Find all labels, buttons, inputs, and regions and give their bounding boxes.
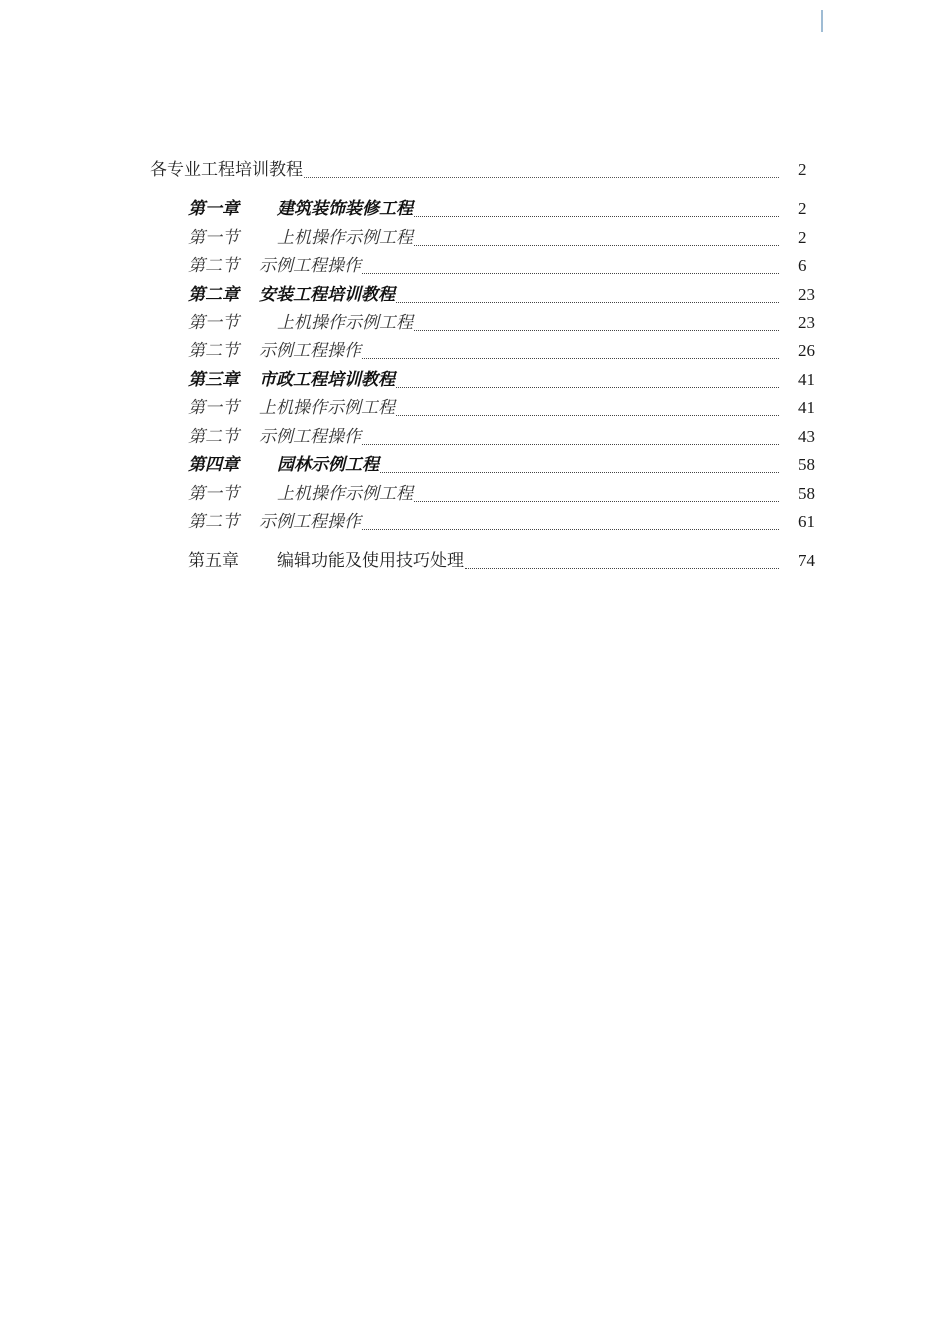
toc-page-number: 2 (798, 160, 807, 179)
toc-entry-number: 第二节 (188, 341, 239, 361)
toc-entry-title: 建筑装饰装修工程 (277, 199, 413, 219)
toc-entry-title: 上机操作示例工程 (259, 398, 395, 418)
dot-leader (362, 515, 779, 530)
toc-entry-top[interactable] (150, 158, 779, 182)
toc-entry-number: 第二节 (188, 256, 239, 276)
toc-entry-chapter[interactable] (188, 453, 779, 477)
toc-entry-number: 第一节 (188, 228, 239, 248)
toc-entry-title: 示例工程操作 (259, 427, 361, 447)
toc-entry-title: 园林示例工程 (277, 455, 379, 475)
toc-entry-number: 第一节 (188, 313, 239, 333)
toc-page-number: 26 (798, 341, 815, 360)
toc-entry-chapter[interactable] (188, 197, 779, 221)
toc-entry-section[interactable] (188, 396, 779, 420)
dot-leader (414, 487, 779, 502)
dot-leader (396, 401, 779, 416)
dot-leader (304, 163, 779, 178)
toc-entry-title: 上机操作示例工程 (277, 228, 413, 248)
dot-leader (362, 430, 779, 445)
toc-page-number: 58 (798, 455, 815, 474)
toc-page-number: 2 (798, 228, 807, 247)
dot-leader (362, 344, 779, 359)
toc-entry-chapter[interactable] (188, 549, 779, 573)
toc-entry-title: 上机操作示例工程 (277, 484, 413, 504)
text-cursor-mark (821, 10, 823, 32)
toc-page-number: 2 (798, 199, 807, 218)
toc-entry-number: 第二节 (188, 512, 239, 532)
toc-entry-number: 第四章 (188, 455, 239, 475)
toc-page-number: 41 (798, 398, 815, 417)
toc-page-number: 23 (798, 313, 815, 332)
toc-entry-section[interactable] (188, 482, 779, 506)
toc-entry-title: 上机操作示例工程 (277, 313, 413, 333)
toc-entry-section[interactable] (188, 510, 779, 534)
dot-leader (465, 554, 779, 569)
toc-entry-title: 安装工程培训教程 (259, 285, 395, 305)
toc-entry-section[interactable] (188, 311, 779, 335)
toc-page-number: 41 (798, 370, 815, 389)
toc-entry-section[interactable] (188, 254, 779, 278)
toc-entry-section[interactable] (188, 425, 779, 449)
toc-entry-chapter[interactable] (188, 368, 779, 392)
dot-leader (362, 259, 779, 274)
toc-entry-number: 第三章 (188, 370, 239, 390)
dot-leader (414, 231, 779, 246)
toc-page-number: 61 (798, 512, 815, 531)
toc-entry-chapter[interactable] (188, 283, 779, 307)
toc-page-number: 43 (798, 427, 815, 446)
toc-entry-number: 第二章 (188, 285, 239, 305)
toc-page-number: 6 (798, 256, 807, 275)
toc-page-number: 58 (798, 484, 815, 503)
toc-entry-title: 示例工程操作 (259, 341, 361, 361)
toc-entry-number: 第一节 (188, 484, 239, 504)
dot-leader (414, 202, 779, 217)
toc-entry-number: 第一章 (188, 199, 239, 219)
toc-entry-section[interactable] (188, 226, 779, 250)
toc-entry-title: 市政工程培训教程 (259, 370, 395, 390)
toc-entry-title: 编辑功能及使用技巧处理 (277, 551, 464, 571)
dot-leader (396, 373, 779, 388)
toc-entry-number: 第二节 (188, 427, 239, 447)
toc-entry-title: 示例工程操作 (259, 512, 361, 532)
dot-leader (414, 316, 779, 331)
toc-entry-number: 第一节 (188, 398, 239, 418)
dot-leader (380, 458, 779, 473)
toc-entry-number: 第五章 (188, 551, 239, 571)
toc-page-number: 23 (798, 285, 815, 304)
dot-leader (396, 288, 779, 303)
toc-page-number: 74 (798, 551, 815, 570)
toc-entry-section[interactable] (188, 339, 779, 363)
toc-entry-title: 示例工程操作 (259, 256, 361, 276)
toc-entry-title: 各专业工程培训教程 (150, 160, 303, 180)
